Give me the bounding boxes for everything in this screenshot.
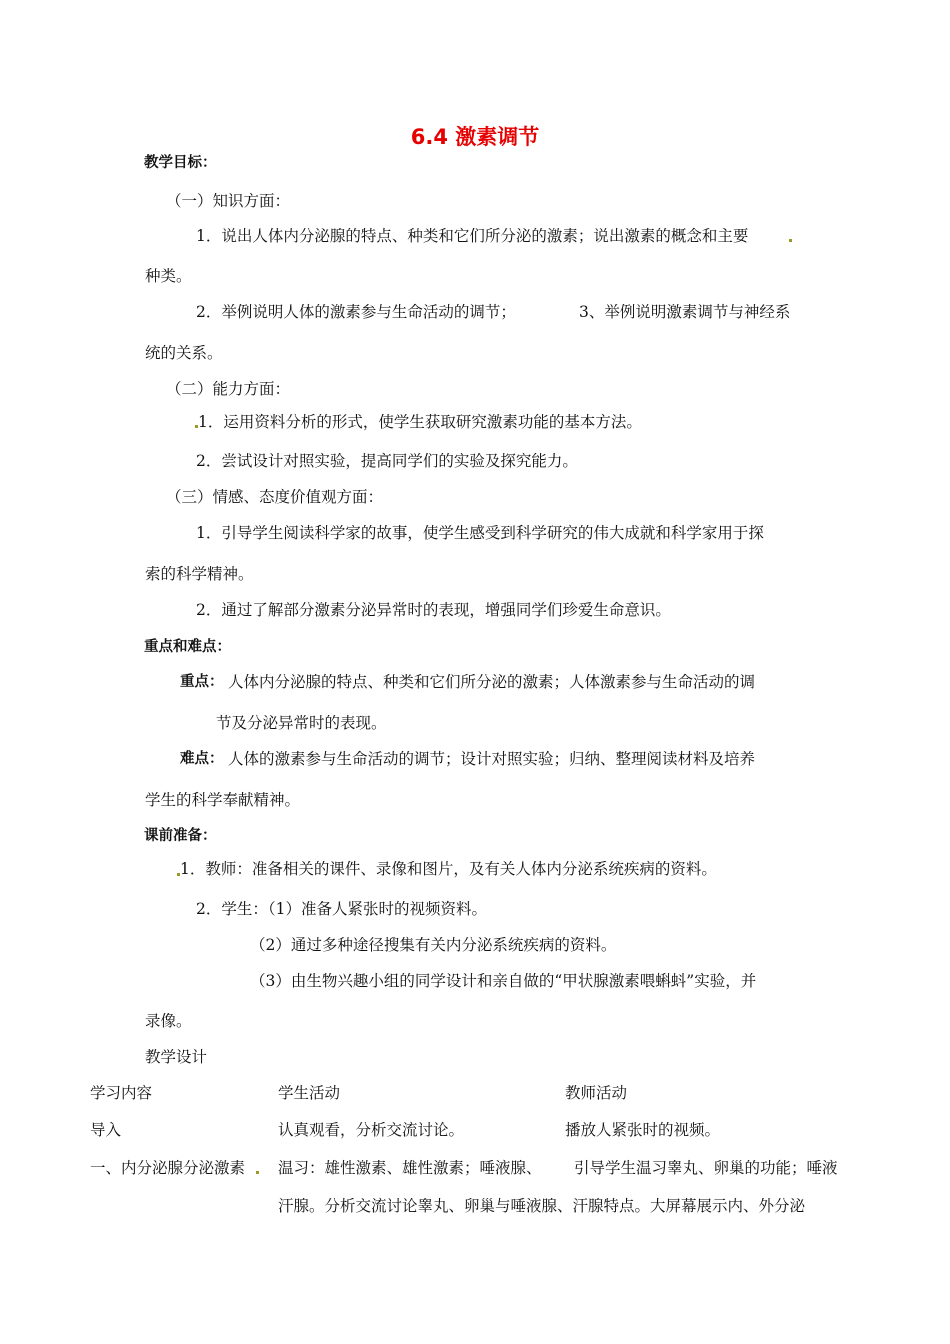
row-section1-teacher: 引导学生温习睾丸、卵巢的功能；唾液 [574,1159,838,1177]
design-heading: 教学设计 [145,1048,208,1066]
difficult-label: 难点： [180,751,224,767]
document-title: 6.4 激素调节 [410,125,540,149]
knowledge-heading: （一）知识方面： [166,192,291,210]
prep-student-2: （2）通过多种途径搜集有关内分泌系统疾病的资料。 [250,936,617,954]
row-intro-teacher: 播放人紧张时的视频。 [565,1121,721,1139]
knowledge-item-1-cont: 种类。 [145,267,192,285]
key-text: 人体内分泌腺的特点、种类和它们所分泌的激素；人体激素参与生命活动的调 [228,673,756,691]
emotion-heading: （三）情感、态度价值观方面： [166,488,384,506]
column-header-content: 学习内容 [90,1084,153,1102]
column-header-student: 学生活动 [278,1084,341,1102]
emotion-item-2: 2．通过了解部分激素分泌异常时的表现，增强同学们珍爱生命意识。 [196,601,671,619]
row-section1-cont: 汗腺。分析交流讨论睾丸、卵巢与唾液腺、汗腺特点。大屏幕展示内、外分泌 [278,1197,806,1215]
ability-item-1: 1．运用资料分析的形式，使学生获取研究激素功能的基本方法。 [198,413,642,431]
knowledge-item-2: 2．举例说明人体的激素参与生命活动的调节； [196,303,516,321]
knowledge-item-1: 1．说出人体内分泌腺的特点、种类和它们所分泌的激素；说出激素的概念和主要 [196,227,749,245]
key-label: 重点： [180,674,224,690]
prep-student-3-cont: 录像。 [145,1012,192,1030]
margin-mark [789,239,792,242]
prep-heading: 课前准备： [144,828,217,844]
emotion-item-1-cont: 索的科学精神。 [145,565,254,583]
difficult-text-cont: 学生的科学奉献精神。 [145,791,301,809]
column-header-teacher: 教师活动 [565,1084,628,1102]
prep-teacher: 1．教师：准备相关的课件、录像和图片，及有关人体内分泌系统疾病的资料。 [180,860,717,878]
difficult-text: 人体的激素参与生命活动的调节；设计对照实验；归纳、整理阅读材料及培养 [228,750,756,768]
ability-heading: （二）能力方面： [166,380,291,398]
row-intro-student: 认真观看，分析交流讨论。 [278,1121,465,1139]
knowledge-item-3: 3、举例说明激素调节与神经系 [579,303,791,321]
margin-mark [256,1171,259,1174]
row-intro-content: 导入 [90,1121,122,1139]
prep-student-3: （3）由生物兴趣小组的同学设计和亲自做的“甲状腺激素喂蝌蚪”实验，并 [250,972,757,990]
knowledge-item-3-cont: 统的关系。 [145,344,223,362]
keypoints-heading: 重点和难点： [144,639,231,655]
key-text-cont: 节及分泌异常时的表现。 [216,714,387,732]
emotion-item-1: 1．引导学生阅读科学家的故事，使学生感受到科学研究的伟大成就和科学家用于探 [196,524,764,542]
row-section1-content: 一、内分泌腺分泌激素 [90,1159,246,1177]
objectives-heading: 教学目标： [144,155,217,171]
ability-item-2: 2．尝试设计对照实验，提高同学们的实验及探究能力。 [196,452,578,470]
prep-student: 2．学生：（1）准备人紧张时的视频资料。 [196,900,487,918]
row-section1-student: 温习：雄性激素、雄性激素；唾液腺、 [278,1159,542,1177]
